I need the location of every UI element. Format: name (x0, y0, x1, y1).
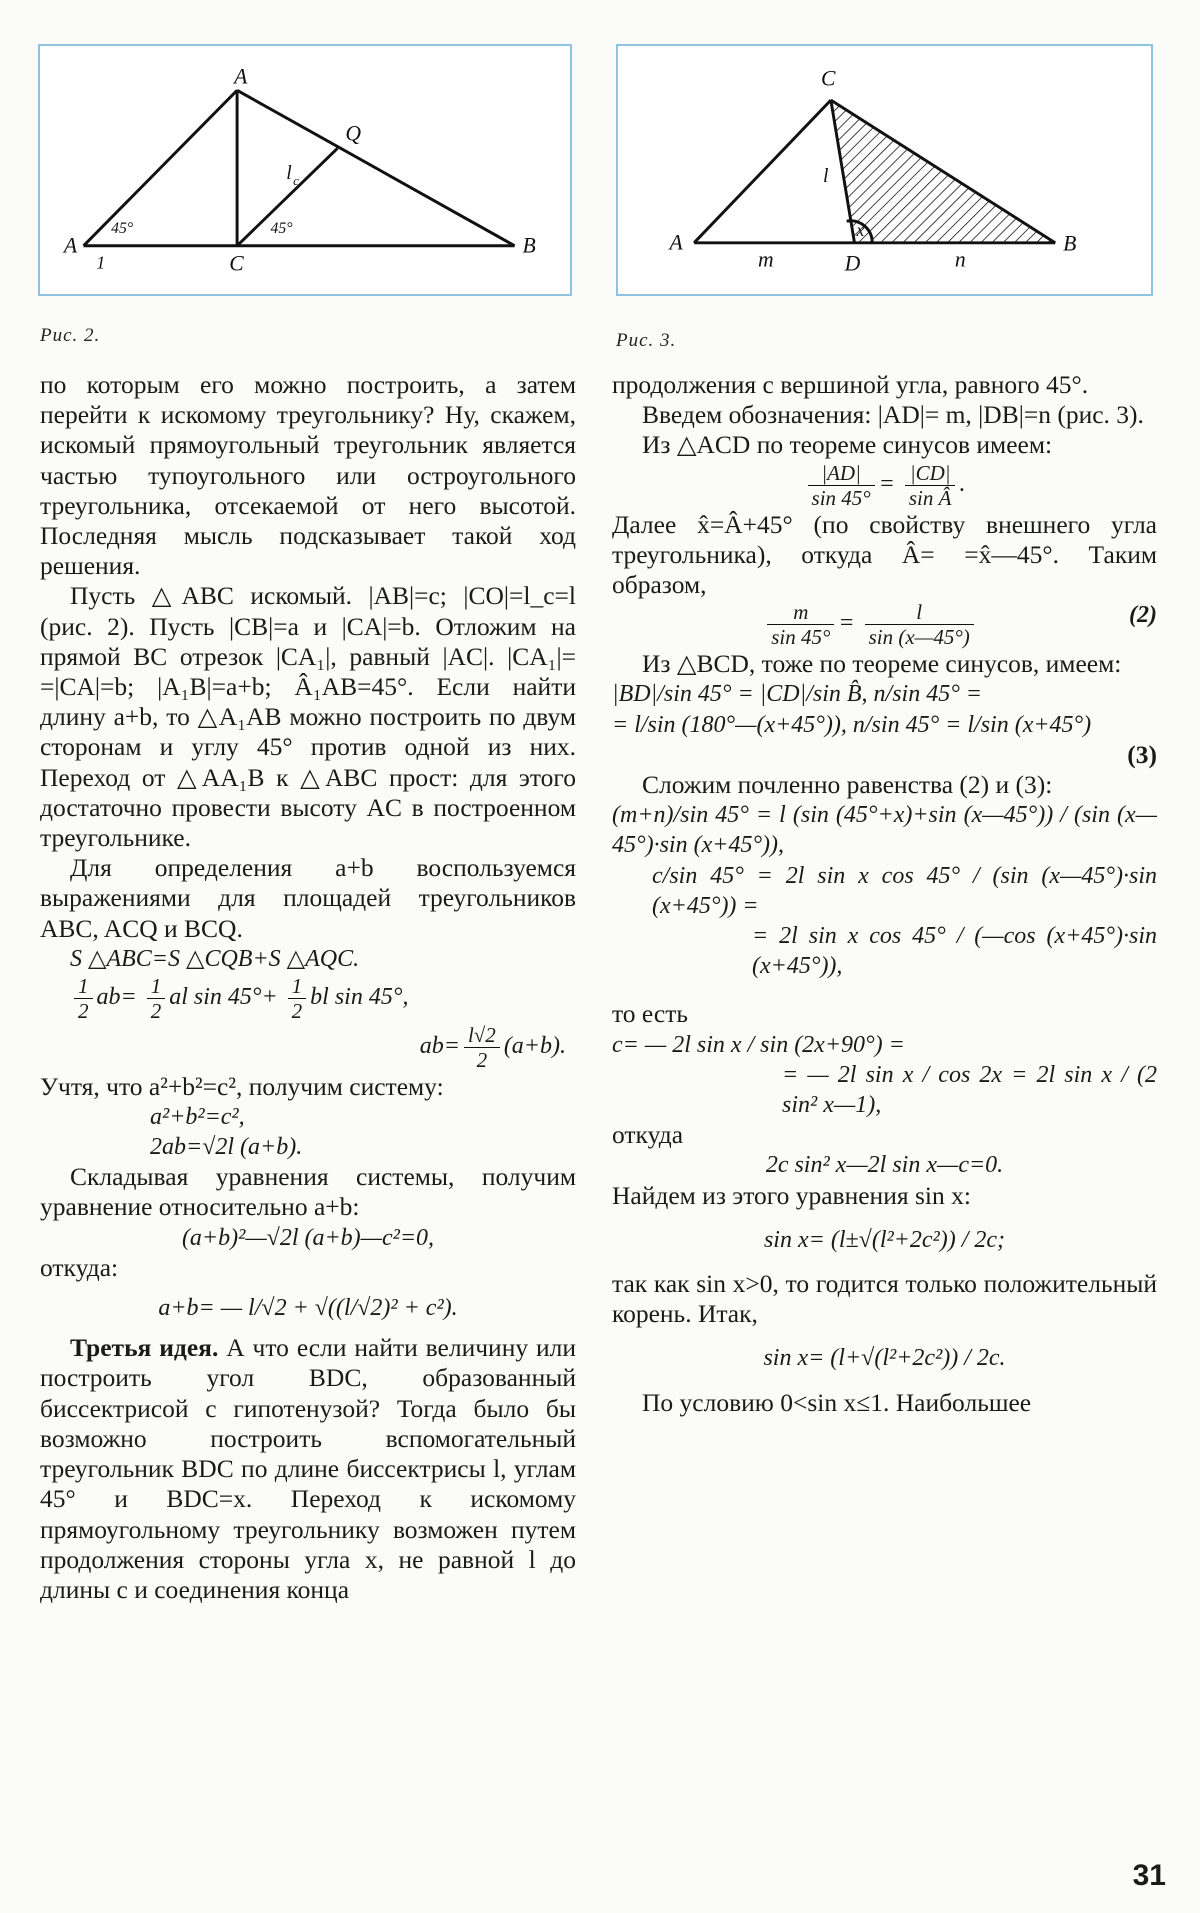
fig2-side-a1a (84, 90, 238, 245)
right-paragraph-1: продолжения с вершиной угла, равного 45°. (612, 370, 1089, 399)
fig3-label-c: C (821, 66, 836, 91)
equation-3-tag: (3) (1127, 739, 1157, 769)
third-idea-heading: Третья идея. (70, 1333, 219, 1363)
right-paragraph-10: так как sin x>0, то годится только положительный корень. Итак, (612, 1269, 1157, 1329)
right-paragraph-5: Из △BCD, тоже по теореме синусов, имеем: (642, 649, 1122, 679)
fig2-label-lc-sub: c (293, 173, 299, 188)
fig2-label-c: C (229, 251, 244, 276)
left-paragraph-4: Учтя, что a²+b²=c², получим систему: (40, 1072, 444, 1102)
sum-equation-3: = 2l sin x cos 45° / (—cos (x+45°)·sin (x+45°)), (752, 923, 1157, 980)
sum-equation-1: (m+n)/sin 45° = l (sin (45°+x)+sin (x—45°)) / (sin (x—45°)·sin (x+45°)), (612, 802, 1157, 859)
area-equation: S △ABC=S △CQB+S △AQC. (70, 945, 360, 972)
fig3-side-ac (694, 100, 831, 243)
right-paragraph-8: откуда (612, 1120, 684, 1150)
fig3-caption: Рис. 3. (616, 330, 677, 351)
equation-2: $\frac{m}{\sin 45^\circ}$ = $\frac{l}{\sin (x—45^\circ)}$ (2) (612, 600, 1157, 649)
sin-x-solution: sin x= (l+√(l²+2c²)) / 2c. (763, 1345, 1006, 1372)
fig3-label-n: n (954, 247, 966, 272)
fig3-label-l: l (822, 164, 829, 187)
c-equation-1: c= — 2l sin x / sin (2x+90°) = (612, 1031, 905, 1058)
fig2-angle-a: 45° (111, 219, 134, 237)
left-paragraph-5: Складывая уравнения системы, получим уравнение относительно a+b: (40, 1162, 576, 1222)
fig2-label-lc: l (286, 161, 292, 184)
fig3-label-d: D (844, 251, 861, 276)
fig3-label-x: x (856, 219, 865, 240)
quadratic-equation: (a+b)²—√2l (a+b)—c²=0, (181, 1224, 435, 1251)
area-expansion: $\frac{1}{2}$ ab= $\frac{1}{2}$ al sin 45°+ $\frac{1}{2}$ bl sin 45°, (40, 974, 576, 1023)
sine-law-bcd-2: = l/sin (180°—(x+45°)), n/sin 45° = l/sin (x+45°) (612, 711, 1092, 738)
left-paragraph-2: Пусть △ABC искомый. |AB|=c; |CO|=l_c=l (рис. 2). Пусть |CB|=a и |CA|=b. Отложим на прямой BC отрезок |CA₁|, равный |AC|. |CA₁|= =|CA|=b; |A₁B|=a+b; Â₁AB=45°. Если найти длину a+b, то △A₁AB можно построить по двум сторонам и углу 45° против одной из них. Переход от △AA₁B к △ABC прост: для этого достаточно провести высоту AC в построенном треугольнике. (40, 581, 576, 853)
ab-equation: ab= $\frac{l√2}{2}$ (a+b). (419, 1023, 566, 1073)
fig3-label-b: B (1063, 231, 1077, 256)
sine-law-acd: $\frac{|AD|}{\sin 45^\circ}$ = $\frac{|CD|}{\text{sin Â}}$ . (612, 461, 1157, 510)
system-line-1: a²+b²=c², (150, 1104, 245, 1131)
system-line-2: 2ab=√2l (a+b). (150, 1134, 303, 1161)
sum-equation-2: c/sin 45° = 2l sin x cos 45° / (sin (x—45°)·sin (x+45°)) = (652, 862, 1157, 919)
left-paragraph-3: Для определения a+b воспользуемся выражениями для площадей треугольников ABC, ACQ и BCQ. (40, 853, 576, 943)
right-paragraph-4: Далее x̂=Â+45° (по свойству внешнего угла треугольника), откуда Â= =x̂—45°. Таким образом, (612, 509, 1157, 600)
right-paragraph-2: Введем обозначения: |AD|= m, |DB|=n (рис. 3). (642, 400, 1144, 430)
page-number: 31 (1132, 1859, 1166, 1892)
right-paragraph-7: то есть (612, 999, 688, 1029)
fig3-label-m: m (758, 247, 774, 272)
right-paragraph-9: Найдем из этого уравнения sin x: (612, 1180, 971, 1210)
equation-2-tag: (2) (1129, 602, 1157, 629)
figure-3 (616, 44, 1153, 296)
sine-law-bcd-1: |BD|/sin 45° = |CD|/sin B̂, n/sin 45° = (612, 681, 982, 708)
left-paragraph-7: Третья идея. А что если найти величину или построить угол BDC, образованный биссектрисой с гипотенузой? Тогда было бы возможно построить вспомогательный треугольник BDC по длине биссектрисы l, углам 45° и BDC=x. Переход к искомому прямоугольному треугольнику возможен путем продолжения стороны угла x, не равной l до длины c и соединения конца (40, 1333, 577, 1604)
sin-x-roots: sin x= (l±√(l²+2c²)) / 2c; (763, 1226, 1006, 1253)
figure-2 (38, 44, 572, 296)
fig2-label-a-top: A (234, 64, 248, 89)
fig2-angle-c: 45° (270, 219, 293, 237)
left-column (40, 370, 576, 1605)
right-column (612, 370, 1157, 1418)
left-paragraph-1: по которым его можно построить, а затем перейти к искомому треугольнику? Ну, скажем, искомый прямоугольный треугольник является частью тупоугольного или остроугольного треугольника, отсекаемой от него высотой. Последняя мысль подсказывает такой ход решения. (40, 370, 576, 581)
left-paragraph-6: откуда: (40, 1252, 119, 1282)
solution-a-plus-b: a+b= — l/√2 + √((l/√2)² + c²). (158, 1295, 458, 1322)
fig2-label-a-left: A (63, 233, 78, 258)
fig2-caption: Рис. 2. (40, 325, 101, 346)
right-paragraph-6: Сложим почленно равенства (2) и (3): (642, 770, 1053, 800)
c-equation-2: = — 2l sin x / cos 2x = 2l sin x / (2 sin² x—1), (782, 1061, 1157, 1119)
right-paragraph-3: Из △ACD по теореме синусов имеем: (642, 430, 1053, 460)
fig2-label-one: 1 (96, 252, 106, 273)
fig3-label-a: A (669, 230, 683, 255)
right-paragraph-11: По условию 0<sin x≤1. Наибольшее (642, 1387, 1032, 1417)
system-of-equations (40, 1102, 576, 1162)
quadratic-sin-x: 2c sin² x—2l sin x—c=0. (765, 1152, 1004, 1179)
fig2-label-q: Q (345, 121, 361, 146)
fig2-label-b: B (522, 233, 536, 258)
